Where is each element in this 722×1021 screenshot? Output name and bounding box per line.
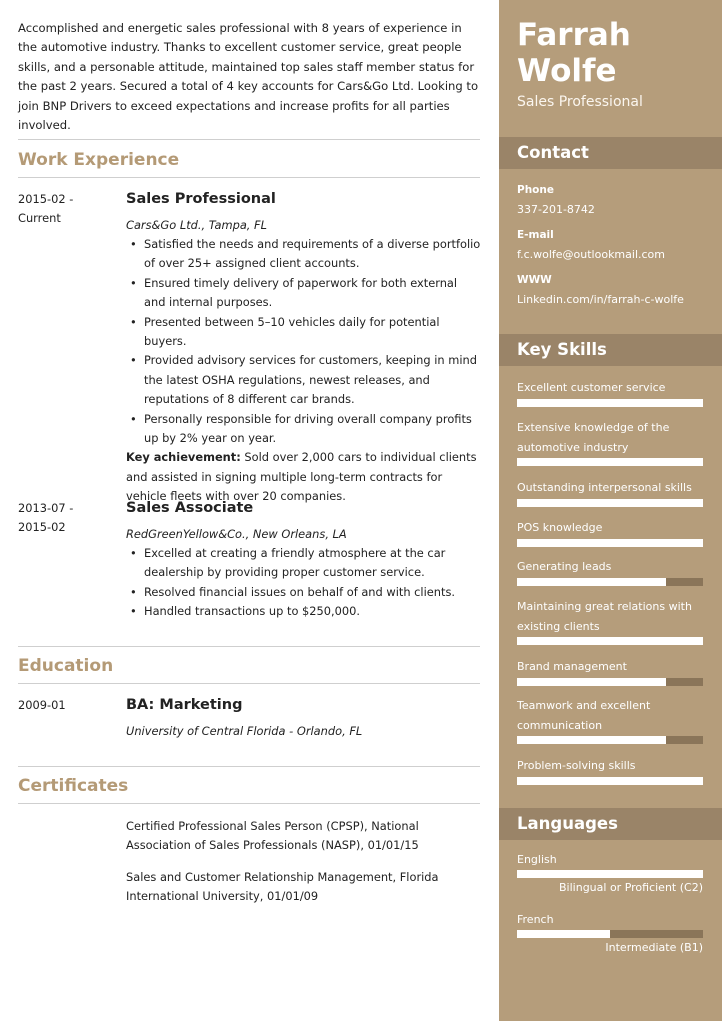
skill-level-fill — [517, 578, 666, 586]
skill-level-bar — [517, 678, 703, 686]
divider — [18, 803, 480, 804]
section-title-certificates: Certificates — [18, 776, 129, 796]
divider — [18, 683, 480, 684]
job-bullet: • Satisfied the needs and requirements of a diverse portfolio of over 25+ assigned client accounts. — [126, 235, 482, 274]
skill-level-fill — [517, 399, 703, 407]
skill-level-bar — [517, 458, 703, 466]
skill-level-bar — [517, 578, 703, 586]
skill-name: Problem-solving skills — [517, 759, 636, 772]
language-level-bar — [517, 870, 703, 878]
skill-level-fill — [517, 777, 703, 785]
job-date-start: 2015-02 - — [18, 192, 74, 206]
phone-label: Phone — [517, 184, 554, 196]
education-school: University of Central Florida - Orlando, FL — [126, 724, 363, 738]
candidate-role: Sales Professional — [517, 94, 643, 110]
www-link[interactable]: Linkedin.com/in/farrah-c-wolfe — [517, 293, 684, 306]
certificate-item: Sales and Customer Relationship Management, Florida International University, 01/01/09 — [126, 870, 439, 904]
language-name: French — [517, 913, 554, 926]
education-date: 2009-01 — [18, 698, 66, 712]
skill-name: Outstanding interpersonal skills — [517, 481, 692, 494]
job-date-end: 2015-02 — [18, 520, 66, 535]
last-name: Wolfe — [517, 53, 617, 89]
job-bullet: • Presented between 5–10 vehicles daily for potential buyers. — [126, 313, 482, 352]
skill-name: Extensive knowledge of the automotive industry — [517, 421, 670, 454]
email-value[interactable]: f.c.wolfe@outlookmail.com — [517, 248, 665, 261]
language-level-fill — [517, 870, 703, 878]
language-level-bar — [517, 930, 703, 938]
language-level-text: Bilingual or Proficient (C2) — [559, 881, 703, 894]
skill-level-fill — [517, 539, 703, 547]
job-date-end: Current — [18, 211, 61, 226]
languages-header — [499, 808, 722, 840]
job-bullet: • Ensured timely delivery of paperwork for both external and internal purposes. — [126, 274, 482, 313]
job-bullet: • Handled transactions up to $250,000. — [126, 602, 482, 621]
sidebar — [499, 0, 722, 1021]
job-date — [18, 499, 118, 538]
job-bullet: • Resolved financial issues on behalf of and with clients. — [126, 583, 482, 602]
key-achievement-text: Sold over 2,000 cars to individual clients and assisted in signing multiple long-term contracts for vehicle fleets with over 20 companies. — [126, 450, 477, 504]
divider — [18, 766, 480, 767]
skill-name: POS knowledge — [517, 521, 603, 534]
first-name: Farrah — [517, 17, 631, 53]
job-date-start: 2013-07 - — [18, 501, 74, 515]
skill-level-fill — [517, 499, 703, 507]
skill-name: Excellent customer service — [517, 381, 666, 394]
skill-level-bar — [517, 399, 703, 407]
skill-level-bar — [517, 637, 703, 645]
job-bullets — [126, 544, 482, 622]
section-title-education: Education — [18, 656, 114, 676]
job-details — [126, 544, 482, 622]
certificate-item: Certified Professional Sales Person (CPSP), National Association of Sales Professionals (NASP), 01/01/15 — [126, 819, 419, 853]
divider — [18, 177, 480, 178]
education-degree: BA: Marketing — [126, 697, 243, 713]
email-label: E-mail — [517, 229, 554, 241]
languages-title: Languages — [517, 814, 618, 833]
skill-level-fill — [517, 637, 703, 645]
job-date — [18, 190, 118, 229]
job-bullet: • Personally responsible for driving overall company profits up by 2% year on year. — [126, 410, 482, 449]
language-name: English — [517, 853, 557, 866]
language-level-fill — [517, 930, 610, 938]
contact-title: Contact — [517, 143, 589, 162]
job-bullets — [126, 235, 482, 448]
section-title-work: Work Experience — [18, 150, 180, 170]
skill-name: Maintaining great relations with existing clients — [517, 600, 692, 633]
job-employer: Cars&Go Ltd., Tampa, FL — [126, 218, 267, 232]
skill-level-fill — [517, 678, 666, 686]
key-achievement-label: Key achievement: — [126, 450, 241, 465]
www-label: WWW — [517, 274, 552, 286]
job-employer: RedGreenYellow&Co., New Orleans, LA — [126, 527, 347, 541]
job-title: Sales Professional — [126, 191, 276, 207]
skill-level-fill — [517, 736, 666, 744]
skill-level-fill — [517, 458, 703, 466]
skills-title: Key Skills — [517, 340, 607, 359]
language-level-text: Intermediate (B1) — [605, 941, 703, 954]
main-column — [18, 0, 480, 1021]
key-achievement — [126, 448, 482, 506]
job-title: Sales Associate — [126, 500, 254, 516]
candidate-name — [517, 17, 631, 89]
skill-level-bar — [517, 539, 703, 547]
phone-value[interactable]: 337-201-8742 — [517, 203, 595, 216]
skill-level-bar — [517, 736, 703, 744]
contact-header — [499, 137, 722, 169]
skill-name: Teamwork and excellent communication — [517, 699, 651, 732]
job-details — [126, 235, 482, 507]
job-bullet: • Excelled at creating a friendly atmosphere at the car dealership by providing proper customer service. — [126, 544, 482, 583]
skill-name: Generating leads — [517, 560, 612, 573]
divider — [18, 646, 480, 647]
profile-summary: Accomplished and energetic sales professional with 8 years of experience in the automotive industry. Thanks to excellent customer service, great people skills, and a personable attitude, maintained top sales staff member status for the past 2 years. Secured a total of 4 key accounts for Cars&Go Ltd. Looking to join BNP Drivers to exceed expectations and increase profits for all parties involved. — [18, 21, 479, 133]
skills-header — [499, 334, 722, 366]
divider — [18, 139, 480, 140]
skill-level-bar — [517, 499, 703, 507]
job-bullet: • Provided advisory services for customers, keeping in mind the latest OSHA regulations, newest releases, and reputations of 8 different car brands. — [126, 351, 482, 409]
skill-level-bar — [517, 777, 703, 785]
skill-name: Brand management — [517, 660, 627, 673]
